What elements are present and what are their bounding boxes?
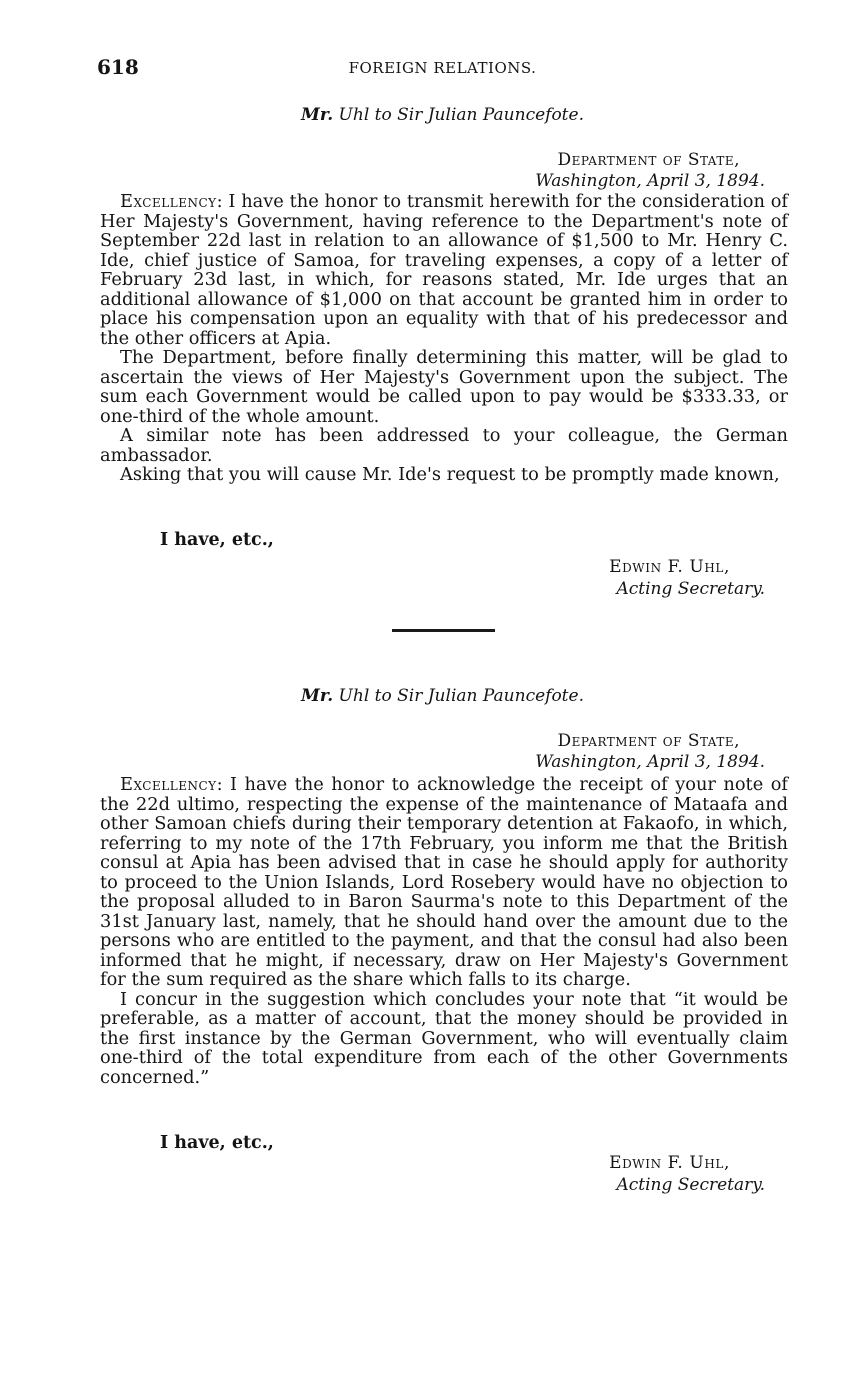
letter-2-heading-mr: Mr.	[301, 686, 334, 706]
letter-2-place-date: Washington, April 3, 1894.	[535, 752, 765, 772]
letter-1-heading	[97, 105, 788, 125]
letter-1-place-date: Washington, April 3, 1894.	[535, 171, 765, 191]
letter-2-office: Department of State,	[557, 731, 740, 751]
letter-2-signature	[97, 1152, 788, 1196]
letter-1-body	[100, 192, 788, 485]
letter-1-paragraph: The Department, before finally determining this matter, will be glad to ascertain the views of Her Majesty's Government upon the subject. The sum each Government would be called upon to pay would be $333.33, or one-third of the whole amount.	[100, 347, 788, 427]
letter-2-paragraph: Excellency: I have the honor to acknowledge the receipt of your note of the 22d ultimo, respecting the expense of the maintenance of Mataafa and other Samoan chiefs during their temporary detention at Fakaofo, in which, referring to my note of the 17th February, you inform me that the British consul at Apia has been advised that in case he should apply for authority to proceed to the Union Islands, Lord Rosebery would have no objection to the proposal alluded to in Baron Saurma's note to this Department of the 31st January last, namely, that he should hand over the amount due to the persons who are entitled to the payment, and that the consul had also been informed that he might, if necessary, draw on Her Majesty's Government for the sum required as the share which falls to its charge.	[100, 774, 788, 990]
letter-2-signature-title: Acting Secretary.	[616, 1175, 765, 1195]
letter-1-dateline	[97, 150, 788, 192]
running-head	[97, 55, 788, 85]
letter-1-signature-title: Acting Secretary.	[616, 579, 765, 599]
letter-1-closing: I have, etc.,	[160, 530, 274, 550]
section-divider	[392, 629, 495, 632]
running-title: FOREIGN RELATIONS.	[348, 59, 537, 77]
letter-2-heading	[97, 686, 788, 706]
page-number: 618	[97, 55, 139, 79]
letter-1-office: Department of State,	[557, 150, 740, 170]
letter-1-paragraph: Asking that you will cause Mr. Ide's request to be promptly made known,	[120, 464, 780, 485]
letter-1-heading-rest: Uhl to Sir Julian Pauncefote.	[333, 105, 584, 125]
letter-2-salutation: Excellency	[120, 774, 217, 795]
letter-1-signature-name: Edwin F. Uhl,	[609, 557, 730, 577]
letter-1-paragraph: Excellency: I have the honor to transmit herewith for the consideration of Her Majesty's Government, having reference to the Department's note of September 22d last in relation to an allowance of $1,500 to Mr. Henry C. Ide, chief justice of Samoa, for traveling expenses, a copy of a letter of February 23d last, in which, for reasons stated, Mr. Ide urges that an additional allowance of $1,000 on that account be granted him in order to place his compensation upon an equality with that of his predecessor and the other officers at Apia.	[100, 191, 788, 349]
letter-1-paragraph: A similar note has been addressed to your colleague, the German ambassador.	[100, 425, 788, 466]
letter-2-paragraph: I concur in the suggestion which concludes your note that “it would be preferable, as a matter of account, that the money should be provided in the first instance by the German Government, who will eventually claim one-third of the total expenditure from each of the other Governments concerned.”	[100, 988, 788, 1088]
letter-2-body	[100, 775, 788, 1087]
letter-1-heading-mr: Mr.	[301, 105, 334, 125]
letter-2-closing: I have, etc.,	[160, 1133, 274, 1153]
letter-2-dateline	[97, 731, 788, 773]
letter-2-heading-rest: Uhl to Sir Julian Pauncefote.	[333, 686, 584, 706]
letter-1-salutation: Excellency	[120, 191, 217, 212]
letter-1-signature	[97, 556, 788, 600]
letter-2-signature-name: Edwin F. Uhl,	[609, 1153, 730, 1173]
